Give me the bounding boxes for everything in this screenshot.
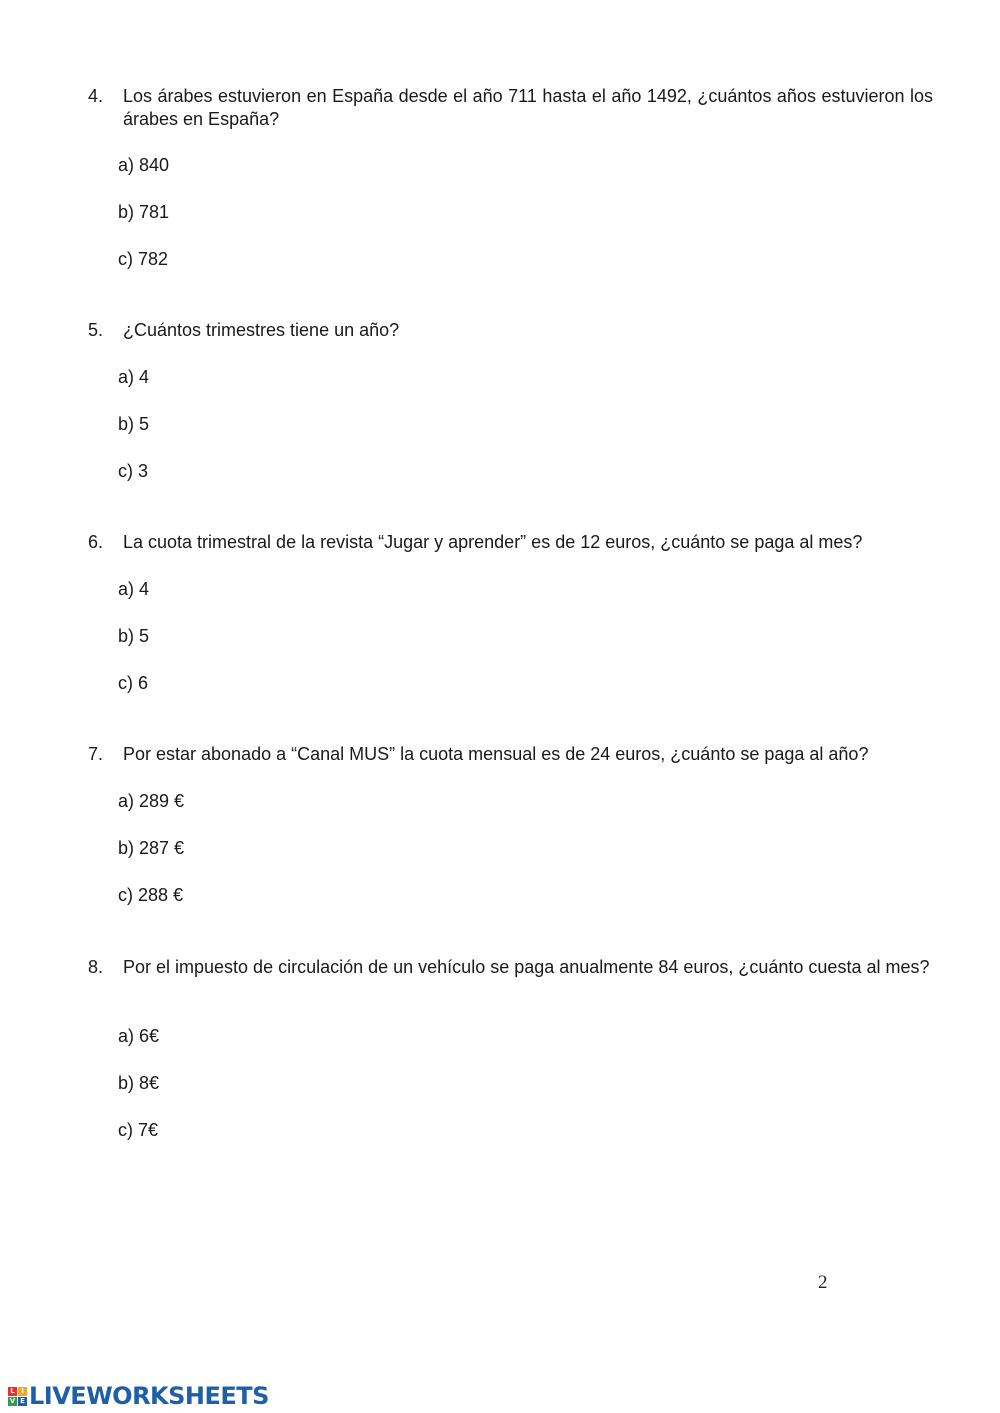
question-number: 4. [88, 86, 104, 106]
liveworksheets-brand[interactable] [8, 1382, 269, 1410]
answer-option[interactable]: c) 7€ [118, 1120, 159, 1140]
question-text: Por el impuesto de circulación de un vehículo se paga anualmente 84 euros, ¿cuánto cuesta al mes? [123, 957, 930, 977]
answer-option[interactable]: a) 289 € [118, 791, 185, 811]
answer-option[interactable]: b) 5 [118, 626, 150, 646]
page-number: 2 [818, 1272, 828, 1293]
question-5 [88, 319, 933, 342]
logo-letter-tile: I [18, 1387, 27, 1396]
question-number: 7. [88, 744, 104, 764]
answer-option[interactable]: c) 288 € [118, 885, 184, 905]
question-number: 5. [88, 320, 104, 340]
question-6 [88, 531, 933, 554]
question-number: 6. [88, 532, 104, 552]
question-8 [88, 956, 933, 979]
logo-letter-tile: V [9, 1396, 16, 1405]
question-4 [88, 85, 933, 131]
answer-option[interactable]: a) 6€ [118, 1026, 160, 1046]
logo-letter-tile: L [8, 1387, 17, 1396]
answer-option[interactable]: a) 840 [118, 155, 170, 175]
answer-option[interactable]: b) 8€ [118, 1073, 160, 1093]
answer-option[interactable]: c) 6 [118, 673, 149, 693]
answer-option[interactable]: c) 782 [118, 249, 169, 269]
answer-option[interactable]: c) 3 [118, 461, 149, 481]
question-text: La cuota trimestral de la revista “Jugar y aprender” es de 12 euros, ¿cuánto se paga al mes? [123, 532, 863, 552]
question-number: 8. [88, 957, 104, 977]
question-text: ¿Cuántos trimestres tiene un año? [123, 320, 400, 340]
logo-letter-tile: E [18, 1397, 27, 1406]
question-text: Los árabes estuvieron en España desde el año 711 hasta el año 1492, ¿cuántos años estuvieron los árabes en España? [123, 86, 933, 129]
answer-option[interactable]: b) 287 € [118, 838, 185, 858]
question-text: Por estar abonado a “Canal MUS” la cuota mensual es de 24 euros, ¿cuánto se paga al año? [123, 744, 869, 764]
answer-option[interactable]: a) 4 [118, 579, 150, 599]
liveworksheets-logo-icon [8, 1387, 27, 1406]
answer-option[interactable]: b) 781 [118, 202, 170, 222]
brand-name: LIVEWORKSHEETS [29, 1382, 269, 1410]
answer-option[interactable]: b) 5 [118, 414, 150, 434]
question-7 [88, 743, 933, 766]
answer-option[interactable]: a) 4 [118, 367, 150, 387]
